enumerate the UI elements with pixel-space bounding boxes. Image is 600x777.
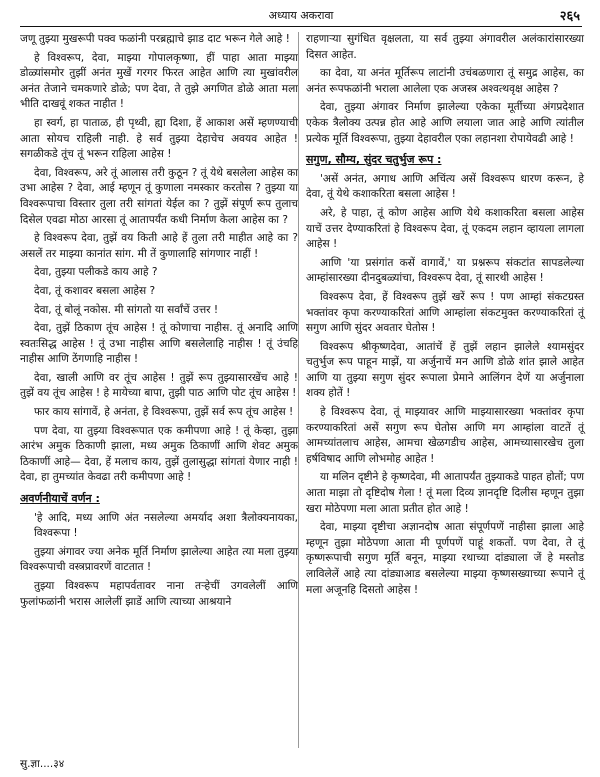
footer-signature: सु.ज्ञा....३४ (20, 758, 65, 770)
paragraph: देवा, तुझें ठिकाण तूंच आहेस ! तूं कोणाचा नाहीस. तूं अनादि आणि स्वतःसिद्ध आहेस ! तूं उभा नाहीस आणि बसलेलाहि नाहीस ! तूं उंचहि नाहीस आणि ठेंगणाहि नाहीस ! (20, 322, 298, 366)
paragraph: देवा, विश्वरूप, अरे तूं आलास तरी कुठून ? तूं येथे बसलेला आहेस का उभा आहेस ? देवा, आई म्हणून तूं कुणाला नमस्कार करतोस ? तुझ्या या विश्वरूपाचा विस्तार तुला तरी सांगतां येईल का ? तुझें संपूर्ण रूप तुलाच दिसेल एवढा मोठा आरसा तूं आतापर्यंत कधी निर्माण केला आहेस का ? (20, 166, 298, 226)
section-heading: अवर्णनीयाचें वर्णन : (20, 492, 100, 506)
paragraph: देवा, तूं कशावर बसला आहेस ? (34, 284, 156, 297)
right-column (306, 32, 584, 601)
paragraph: का देवा, या अनंत मूर्तिरूप लाटांनी उचंबळणारा तूं समुद्र आहेस, का अनंत रूपफळांनी भराला आलेला एक अजस्त्र अश्वत्थवृक्ष आहेस ? (306, 67, 584, 95)
paragraph: पण देवा, या तुझ्या विश्वरूपात एक कमीपणा आहे ! तूं केव्हा, तुझा आरंभ अमुक ठिकाणी झाला, मध्य अमुक ठिकाणीं आणि शेवट अमुक ठिकाणीं आहे— देवा, हें मलाच काय, तुझें तुलासुद्धा सांगतां येणार नाही ! देवा, हा तुमच्यांत केवढा तरी कमीपणा आहे ! (20, 424, 298, 484)
paragraph: जणू तुझ्या मुखरूपी पक्व फळांनी परब्रह्माचे झाड दाट भरून गेले आहे ! (20, 33, 290, 45)
paragraph: देवा, माझ्या दृष्टीचा अज्ञानदोष आता संपूर्णपणें नाहीसा झाला आहे म्हणून तुझा मोठेपणा आता मी पूर्णपणें पाहूं शकतों. पण देवा, ते तूं कृष्णरूपाची सगुण मूर्ति बनून, माझ्या रथाच्या दांड्याला जें हे मस्तोड लाविलेलें आहे त्या दांड्याआड बसलेल्या माझ्या कृष्णसख्याच्या रूपाने तूं मला अजूनहि दिसतो आहेस ! (306, 521, 584, 596)
column-divider (298, 32, 299, 748)
paragraph: या मलिन दृष्टीने हे कृष्णदेवा, मी आतापर्यंत तुझ्याकडे पाहत होतों; पण आता माझा तो दृष्टिदोष गेला ! तूं मला दिव्य ज्ञानदृष्टि दिलीस म्हणून तुझा खरा मोठेपणा मला आता प्रतीत होत आहे ! (306, 471, 584, 515)
page-number: २६५ (559, 9, 580, 24)
quote-paragraph: 'हे आदि, मध्य आणि अंत नसलेल्या अमर्याद अशा त्रैलोक्यनायका, विश्वरूपा ! (34, 511, 298, 540)
paragraph: हे विश्वरूप, देवा, माझ्या गोपालकृष्णा, हीं पाहा आता माझ्या डोळ्यांसमोर तुझीं अनंत मुखें गरगर फिरत आहेत आणि त्या मुखांवरील अनंत तेजाने चमकणारे डोळे; पण देवा, ते तुझे अगणित डोळे आता मला भीति दाखवूं शकत नाहीत ! (20, 51, 298, 111)
paragraph: देवा, तुझ्या अंगावर निर्माण झालेल्या एकेका मूर्तीच्या अंगप्रदेशात एकेक त्रैलोक्य उत्पन्न होत आहे आणि लयाला जात आहे आणि त्यांतील प्रत्येक मूर्ति विश्वरूपा, तुझ्या देहावरील एका लहानशा रोपायेवढी आहे ! (306, 101, 584, 145)
chapter-title: अध्याय अकरावा (268, 9, 334, 22)
left-column (20, 32, 298, 613)
section-heading: सगुण, सौम्य, सुंदर चतुर्भुज रूप : (306, 153, 442, 167)
paragraph: देवा, खाली आणि वर तूंच आहेस ! तुझें रूप तुझ्यासारखेंच आहे ! तुझें वय तूंच आहेस ! हे मायेच्या बापा, तुझी पाठ आणि पोट तूंच आहेस ! (20, 371, 298, 400)
paragraph: हा स्वर्ग, हा पाताळ, ही पृथ्वी, ह्या दिशा, हें आकाश असें म्हणण्याची आता सोयच राहिली नाही. हे सर्व तुझ्या देहाचेच अवयव आहेत ! सगळीकडे तूंच तूं भरून राहिला आहेस ! (20, 116, 298, 161)
paragraph: हे विश्वरूप देवा, तुझें वय किती आहे हें तुला तरी माहीत आहे का ? असलें तर माझ्या कानांत सांग. मी तें कुणालाहि सांगणार नाहीं ! (20, 232, 298, 260)
paragraph: विश्वरूप देवा, हें विश्वरूप तुझें खरें रूप ! पण आम्हां संकटग्रस्त भक्तांवर कृपा करण्याकरितां आणि आम्हांला संकटमुक्त करण्याकरितां तूं सगुण आणि सुंदर अवतार घेतोस ! (306, 290, 584, 335)
paragraph: तुझ्या अंगावर ज्या अनेक मूर्ति निर्माण झालेल्या आहेत त्या मला तुझ्या विश्वरूपाची वस्त्रप्रावरणें वाटतात ! (20, 545, 298, 574)
paragraph: अरे, हे पाहा, तूं कोण आहेस आणि येथे कशाकरिता बसला आहेस याचें उत्तर देण्याकरितां हे विश्वरूप देवा, तूं एकदम लहान व्हायला लागला आहेस ! (306, 206, 584, 251)
paragraph: राहणाऱ्या सुगंधित वृक्षलता, या सर्व तुझ्या अंगावरील अलंकारांसारख्या दिसत आहेत. (306, 33, 584, 61)
paragraph: आणि 'या प्रसंगांत कसें वागावें,' या प्रश्नरूप संकटांत सापडलेल्या आम्हांसारख्या दीनदुबळ्यांचा, विश्वरूप देवा, तूं सारथी आहेस ! (306, 256, 584, 285)
paragraph: देवा, तुझ्या पलीकडे काय आहे ? (34, 266, 158, 279)
paragraph: देवा, तूं बोलूं नकोस. मी सांगतो या सर्वांचें उत्तर ! (34, 303, 219, 316)
paragraph: हे विश्वरूप देवा, तूं माझ्यावर आणि माझ्यासारख्या भक्तांवर कृपा करण्याकरितां असें सगुण रूप घेतोस आणि मग आम्हांला वाटतें तूं आमच्यांतलाच आहेस, आमचा खेळगडीच आहेस, आमच्यासारखेच तुला हर्षविषाद आणि लोभमोह आहेत ! (306, 406, 584, 465)
paragraph: फार काय सांगावें, हे अनंता, हे विश्वरूपा, तुझें सर्व रूप तूंच आहेस ! (34, 406, 294, 419)
paragraph: 'असें अनंत, अगाध आणि अचिंत्य असें विश्वरूप धारण करून, हे देवा, तूं येथे कशाकरिता बसला आहेस ! (306, 172, 584, 201)
paragraph: विश्वरूप श्रीकृष्णदेवा, आतांचें हें तुझें लहान झालेले श्यामसुंदर चतुर्भुज रूप पाहून माझें, या अर्जुनाचें मन आणि डोळे शांत झाले आहेत आणि या तुझ्या सगुण सुंदर रूपाला प्रेमाने आलिंगन देणें या अर्जुनाला शक्य होतें ! (306, 340, 584, 400)
paragraph: तुझ्या विश्वरूप महापर्वतावर नाना तऱ्हेचीं उगवलेलीं आणि फुलांफळांनी भरास आलेलीं झाडें आणि त्याच्या आश्रयाने (20, 580, 298, 608)
page-header (20, 4, 582, 27)
